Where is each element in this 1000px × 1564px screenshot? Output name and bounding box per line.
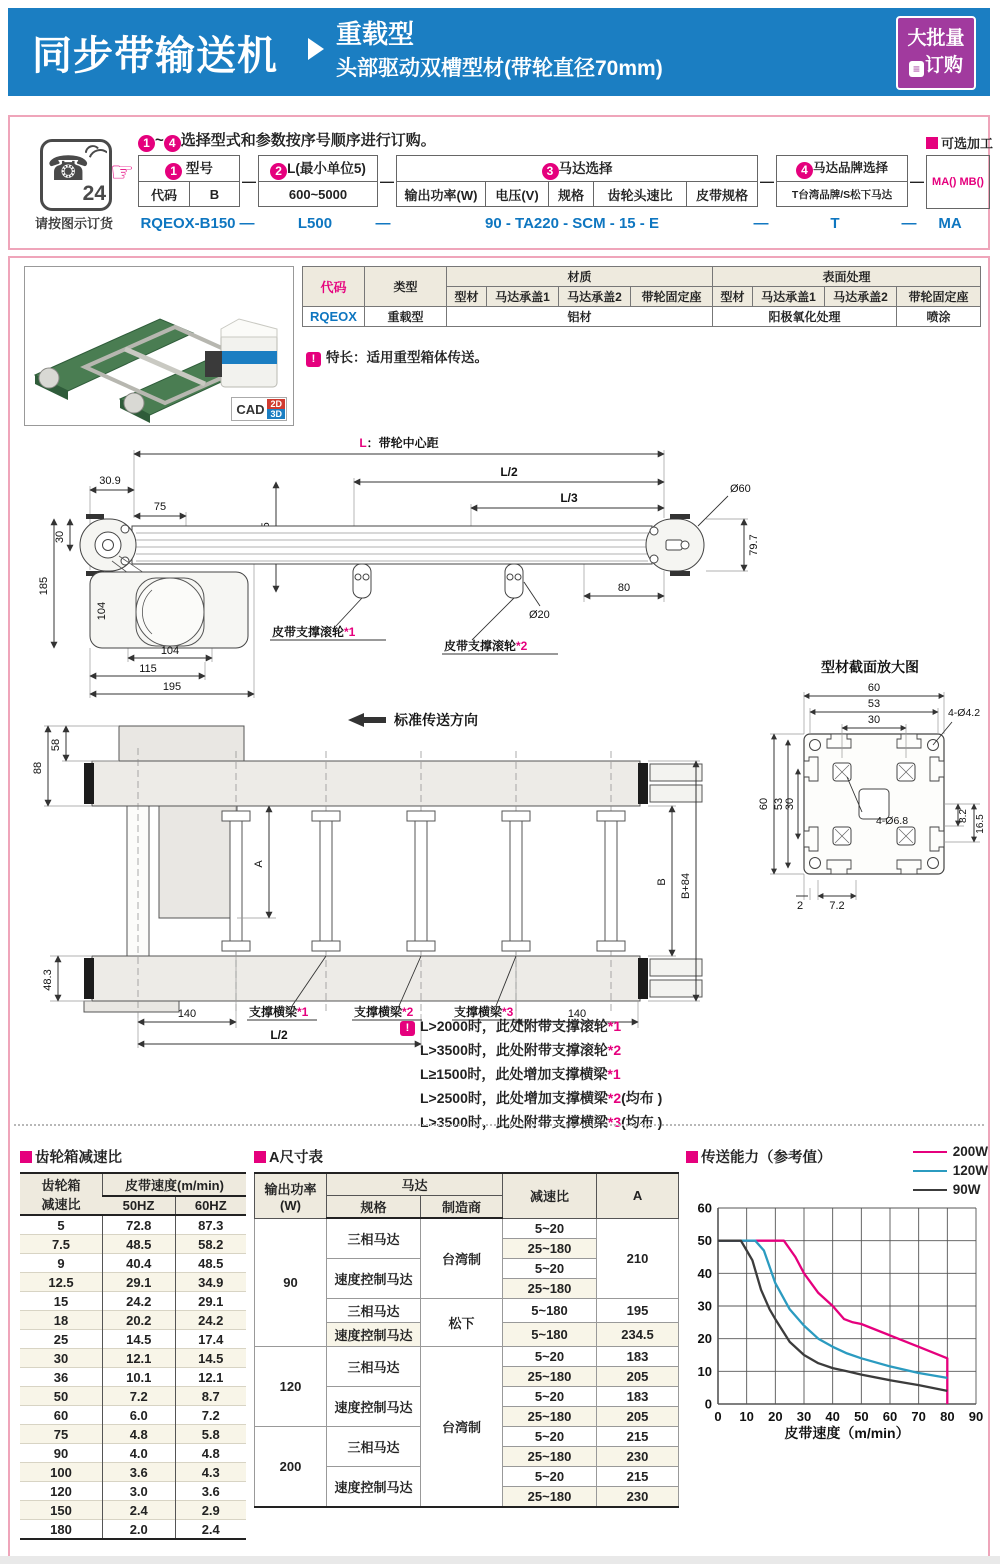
product-image <box>24 266 294 426</box>
gear-table-row: 9 40.4 48.5 <box>20 1254 246 1273</box>
a-table-cell-ratio: 25~180 <box>503 1366 597 1386</box>
order-instruction: 1 ~ 4 选择型式和参数按序号顺序进行订购。 <box>138 129 436 152</box>
length-box: 2 L(最小单位5) 600~5000 <box>258 155 378 207</box>
drawing-side-view <box>24 430 769 702</box>
a-table-cell-spec: 三相马达 <box>327 1346 421 1386</box>
a-table-cell-spec: 三相马达 <box>327 1298 421 1322</box>
gear-table-row: 100 3.6 4.3 <box>20 1463 246 1482</box>
example-machining: MA <box>938 215 962 232</box>
a-table-cell-ratio: 5~20 <box>503 1426 597 1446</box>
svg-text:L/2: L/2 <box>500 465 518 479</box>
svg-text:60: 60 <box>867 682 881 694</box>
svg-text:48.3: 48.3 <box>42 969 54 991</box>
optional-machining-value: MA() MB() <box>926 155 990 209</box>
a-table-cell-a: 210 <box>597 1218 679 1298</box>
svg-text:53: 53 <box>867 698 881 710</box>
a-table-cell-a: 205 <box>597 1406 679 1426</box>
legend-line-icon <box>913 1189 947 1191</box>
a-table-cell-spec: 速度控制马达 <box>327 1322 421 1346</box>
svg-text:140: 140 <box>177 1008 197 1020</box>
a-table-cell-ratio: 25~180 <box>503 1486 597 1507</box>
svg-text:58: 58 <box>50 738 62 752</box>
note-line: L>2500时，此处增加支撑横梁*2(均布 ) <box>400 1088 662 1108</box>
cad-2d-icon: 2D <box>267 399 285 409</box>
a-table-cell-power: 200 <box>255 1426 327 1507</box>
optional-machining-box: 可选加工 MA() MB() <box>926 155 990 207</box>
spec-code: RQEOX <box>303 307 365 327</box>
a-table-cell-spec: 速度控制马达 <box>327 1258 421 1298</box>
a-table-cell-ratio: 5~20 <box>503 1218 597 1238</box>
direction-label: 标准传送方向 <box>394 712 478 728</box>
gear-table-row: 90 4.0 4.8 <box>20 1444 246 1463</box>
example-brand: T <box>830 215 840 232</box>
chart-title: 传送能力（参考值） <box>701 1150 832 1166</box>
a-table-cell-ratio: 25~180 <box>503 1238 597 1258</box>
gear-ratio-section <box>20 1146 246 1540</box>
svg-text:30: 30 <box>784 797 796 811</box>
spec-surface1: 阳极氧化处理 <box>713 307 897 327</box>
circle-4-icon: 4 <box>164 135 181 152</box>
a-dimension-section <box>254 1146 678 1508</box>
page-title: 同步带输送机 <box>32 34 278 78</box>
notice-icon: ! <box>400 1021 415 1036</box>
a-table-cell-ratio: 5~20 <box>503 1346 597 1366</box>
svg-text:30.9: 30.9 <box>99 475 121 487</box>
x-tick: 50 <box>854 1409 869 1424</box>
a-table-cell-ratio: 25~180 <box>503 1406 597 1426</box>
svg-text:7.2: 7.2 <box>829 900 845 912</box>
support-beam-2-label: 支撑横梁*2 <box>354 1005 414 1019</box>
capacity-chart <box>686 1200 986 1442</box>
belt-spec-cell: 皮带规格 <box>695 187 748 203</box>
motor-brand-box: 4 马达品牌选择 T台湾品牌/S松下马达 <box>776 155 908 207</box>
length-notes <box>400 1016 662 1136</box>
a-table-cell-power: 120 <box>255 1346 327 1426</box>
a-table-row <box>255 1218 679 1238</box>
a-table-cell-spec: 三相马达 <box>327 1218 421 1258</box>
spec-row <box>303 307 981 327</box>
model-b-cell: B <box>209 186 220 202</box>
a-table-cell-ratio: 25~180 <box>503 1278 597 1298</box>
page-subtitle-1: 重载型 <box>336 19 415 49</box>
svg-text:53: 53 <box>773 797 785 811</box>
a-table-cell-ratio: 5~180 <box>503 1298 597 1322</box>
y-tick: 20 <box>697 1331 712 1347</box>
spec-cell: 规格 <box>549 182 594 206</box>
y-tick: 0 <box>704 1396 712 1412</box>
a-table-cell-spec: 三相马达 <box>327 1426 421 1466</box>
gear-ratio-cell: 齿轮头速比 <box>594 182 687 206</box>
gear-table-row: 75 4.8 5.8 <box>20 1425 246 1444</box>
x-tick: 70 <box>911 1409 926 1424</box>
gear-table-row: 5 72.8 87.3 <box>20 1215 246 1235</box>
svg-text:195: 195 <box>162 681 182 693</box>
a-table-cell-spec: 速度控制马达 <box>327 1466 421 1507</box>
svg-text:4-Ø4.2: 4-Ø4.2 <box>947 707 981 719</box>
x-tick: 20 <box>768 1409 783 1424</box>
svg-text:Ø60: Ø60 <box>730 483 751 495</box>
support-beam-3-label: 支撑横梁*3 <box>454 1005 514 1019</box>
a-table-cell-ratio: 25~180 <box>503 1446 597 1466</box>
svg-text:79.7: 79.7 <box>748 534 760 556</box>
notice-icon-spacer <box>400 1088 415 1103</box>
svg-text:75: 75 <box>153 501 167 513</box>
document-icon: ≡ <box>909 61 924 77</box>
spec-table: 代码 类型 材质 表面处理 型材 马达承盖1 马达承盖2 带轮固定座 型材 马达承盖1 马达承盖2 带轮固定座 RQEOX 重载型 铝材 阳极氧化处理 喷涂 <box>302 266 981 327</box>
support-beam-1-label: 支撑横梁*1 <box>249 1005 309 1019</box>
x-tick: 0 <box>714 1409 722 1424</box>
note-line: L>3500时，此处附带支撑滚轮*2 <box>400 1040 662 1060</box>
pointing-hand-icon: ☞ <box>110 157 135 187</box>
a-table-cell-power: 90 <box>255 1218 327 1346</box>
belt-support-roller-1-label: 皮带支撑滚轮*1 <box>272 625 356 639</box>
main-panel <box>8 256 990 1560</box>
a-table-cell-maker: 台湾制 <box>421 1346 503 1507</box>
x-tick: 10 <box>739 1409 754 1424</box>
spec-surface2: 喷涂 <box>897 307 981 327</box>
a-table-cell-a: 205 <box>597 1366 679 1386</box>
svg-text:Ø20: Ø20 <box>529 609 550 621</box>
svg-text:80: 80 <box>617 582 631 594</box>
brand-cell: T台湾品牌/S松下马达 <box>791 188 893 201</box>
length-range-cell: 600~5000 <box>288 186 348 202</box>
notice-icon: ! <box>306 352 321 367</box>
a-table-cell-a: 183 <box>597 1346 679 1366</box>
profile-section-drawing <box>752 656 987 946</box>
a-table-cell-maker: 台湾制 <box>421 1218 503 1298</box>
belt-support-roller-2-label: 皮带支撑滚轮*2 <box>444 639 528 653</box>
svg-text:115: 115 <box>139 663 157 675</box>
svg-text:185: 185 <box>38 576 50 596</box>
y-tick: 50 <box>697 1233 712 1249</box>
y-tick: 40 <box>697 1265 712 1281</box>
section-title: 型材截面放大图 <box>821 659 919 675</box>
svg-text:60: 60 <box>758 797 770 811</box>
legend-item: 200W <box>913 1142 988 1161</box>
model-box: 1 型号 代码 B <box>138 155 240 207</box>
svg-text:L/2: L/2 <box>270 1028 288 1042</box>
signal-waves-icon <box>85 144 107 164</box>
gear-table-row: 180 2.0 2.4 <box>20 1520 246 1540</box>
drawing-top-view <box>24 706 724 1051</box>
group-surface: 表面处理 <box>713 267 981 287</box>
gear-table-row: 60 6.0 7.2 <box>20 1406 246 1425</box>
gear-table-row: 30 12.1 14.5 <box>20 1349 246 1368</box>
chart-legend <box>913 1142 988 1199</box>
dotted-separator <box>14 1124 984 1126</box>
gear-table-row: 12.5 29.1 34.9 <box>20 1273 246 1292</box>
legend-line-icon <box>913 1151 947 1153</box>
a-table-cell-a: 230 <box>597 1446 679 1466</box>
magenta-square-icon <box>686 1151 698 1163</box>
gear-table-row: 36 10.1 12.1 <box>20 1368 246 1387</box>
y-tick: 30 <box>697 1298 712 1314</box>
svg-text:L/3: L/3 <box>560 491 578 505</box>
x-tick: 30 <box>796 1409 812 1424</box>
arrow-right-icon <box>308 38 324 60</box>
cad-3d-icon: 3D <box>267 409 285 419</box>
gear-table-title: 齿轮箱减速比 <box>35 1150 122 1166</box>
gear-ratio-table: 齿轮箱 减速比 皮带速度(m/min) 50HZ 60HZ 5 72.8 87.3 7.5 48.5 58.2 9 40.4 48.5 12.5 29.1 34.9 15 24.2 29.1 18 20.2 24.2 25 14.5 17.4 30 12.1 14.5 36 10.1 12.1 50 7.2 8.7 60 6.0 7.2 75 4.8 5.8 90 4.0 4.8 100 3.6 4.3 120 3.0 3.6 150 2.4 2.9 180 2.0 2.4 <box>20 1172 246 1540</box>
power-cell: 输出功率(W) <box>397 182 486 206</box>
a-table-cell-ratio: 5~20 <box>503 1386 597 1406</box>
ordering-panel <box>8 115 994 250</box>
example-model: RQEOX-B150 <box>140 215 236 232</box>
svg-text:104: 104 <box>160 645 180 657</box>
direction-arrow-icon <box>348 713 386 727</box>
svg-text:2: 2 <box>796 900 804 912</box>
group-material: 材质 <box>447 267 713 287</box>
a-table-cell-ratio: 5~180 <box>503 1322 597 1346</box>
cad-badge: CAD 2D 3D <box>231 397 287 421</box>
legend-item: 120W <box>913 1161 988 1180</box>
header-bar <box>8 8 990 96</box>
note-line: L>3500时，此处附带支撑横梁*3(均布 ) <box>400 1112 662 1132</box>
svg-text:104: 104 <box>96 601 108 621</box>
gear-table-row: 25 14.5 17.4 <box>20 1330 246 1349</box>
voltage-cell: 电压(V) <box>486 182 549 206</box>
badge-line2: ≡ 订购 <box>898 50 974 77</box>
note-line: ! L>2000时，此处附带支撑滚轮*1 <box>400 1016 662 1036</box>
svg-text:30: 30 <box>54 530 66 544</box>
bottom-strip <box>0 1556 1000 1564</box>
page-subtitle-2: 头部驱动双槽型材(带轮直径70mm) <box>336 57 663 80</box>
circle-1-icon: 1 <box>138 135 155 152</box>
svg-text:4-Ø6.8: 4-Ø6.8 <box>875 815 909 827</box>
a-table-cell-a: 195 <box>597 1298 679 1322</box>
y-tick: 60 <box>697 1200 712 1216</box>
magenta-square-icon <box>254 1151 266 1163</box>
example-motor: 90 - TA220 - SCM - 15 - E <box>485 215 659 232</box>
gear-table-row: 120 3.0 3.6 <box>20 1482 246 1501</box>
svg-text:B: B <box>656 878 668 886</box>
a-table-cell-maker: 松下 <box>421 1298 503 1346</box>
x-tick: 60 <box>882 1409 898 1424</box>
notice-icon-spacer <box>400 1040 415 1055</box>
svg-text:L：带轮中心距: L：带轮中心距 <box>359 436 439 450</box>
a-table-cell-a: 183 <box>597 1386 679 1406</box>
a-table-cell-a: 215 <box>597 1426 679 1446</box>
svg-text:140: 140 <box>567 1008 587 1020</box>
note-line: L≥1500时，此处增加支撑横梁*1 <box>400 1064 662 1084</box>
x-axis-label: 皮带速度（m/min） <box>784 1425 910 1441</box>
legend-line-icon <box>913 1170 947 1172</box>
legend-item: 90W <box>913 1180 988 1199</box>
a-table-title: A尺寸表 <box>269 1150 323 1166</box>
order-code-boxes: 1 型号 代码 B — 2 L(最小单位5) 600~5000 — 3 马达选择 输出功率(W) 电压(V) 规格 齿轮头速比 皮带规格 — 4 马达品牌选择 T台湾品牌/S松下马达 — 可选加工 MA() MB() <box>138 155 990 207</box>
capacity-chart-section <box>686 1146 988 1447</box>
badge-line1: 大批量 <box>907 28 965 49</box>
gear-table-row: 50 7.2 8.7 <box>20 1387 246 1406</box>
col-code: 代码 <box>303 267 365 307</box>
spec-material: 铝材 <box>447 307 713 327</box>
x-tick: 80 <box>940 1409 955 1424</box>
a-table-cell-ratio: 5~20 <box>503 1466 597 1486</box>
svg-text:8.2: 8.2 <box>958 809 969 823</box>
magenta-square-icon <box>926 137 938 149</box>
x-tick: 40 <box>825 1409 840 1424</box>
spec-type: 重载型 <box>365 307 447 327</box>
x-tick: 90 <box>968 1409 984 1424</box>
magenta-square-icon <box>20 1151 32 1163</box>
gear-table-row: 7.5 48.5 58.2 <box>20 1235 246 1254</box>
col-type: 类型 <box>365 267 447 307</box>
svg-text:B+84: B+84 <box>680 873 692 899</box>
a-table-cell-spec: 速度控制马达 <box>327 1386 421 1426</box>
bulk-order-badge <box>896 16 976 90</box>
a-table-cell-a: 230 <box>597 1486 679 1507</box>
motor-select-box: 3 马达选择 输出功率(W) 电压(V) 规格 齿轮头速比 皮带规格 <box>396 155 758 207</box>
gear-table-row: 15 24.2 29.1 <box>20 1292 246 1311</box>
svg-text:30: 30 <box>867 714 881 726</box>
notice-icon-spacer <box>400 1064 415 1079</box>
svg-text:88: 88 <box>32 761 44 775</box>
gear-table-row: 18 20.2 24.2 <box>20 1311 246 1330</box>
a-table-cell-a: 234.5 <box>597 1322 679 1346</box>
example-length: L500 <box>297 215 333 232</box>
gear-table-row: 150 2.4 2.9 <box>20 1501 246 1520</box>
svg-text:A: A <box>253 860 265 868</box>
model-code-cell: 代码 <box>139 182 190 206</box>
a-table-cell-a: 215 <box>597 1466 679 1486</box>
phone-24h-icon: ☎ 24 <box>40 139 112 211</box>
feature-note: ! 特长：适用重型箱体传送。 <box>306 346 488 367</box>
phone-caption: 请按图示订货 <box>34 216 113 231</box>
svg-text:16.5: 16.5 <box>975 814 986 834</box>
a-table-row <box>255 1346 679 1366</box>
y-tick: 10 <box>697 1363 712 1379</box>
a-dimension-table: 输出功率 (W) 马达 减速比 A 规格 制造商 90 三相马达 台湾制 5~20 210 25~180 速度控制马达 5~20 25~180 三相马达 松下 5~180 195 速度控制马达 5~180 234.5 120 三相马达 台湾制 5~20 183 25~180 205 速度控制马达 5~20 183 25~180 205 200 三相马达 5~20 215 25~180 230 速度控制马达 5~20 215 25~180 230 <box>254 1172 679 1508</box>
a-table-cell-ratio: 5~20 <box>503 1258 597 1278</box>
example-code-row: RQEOX-B150 — L500 — 90 - TA220 - SCM - 15 - E — T — MA <box>138 215 982 232</box>
